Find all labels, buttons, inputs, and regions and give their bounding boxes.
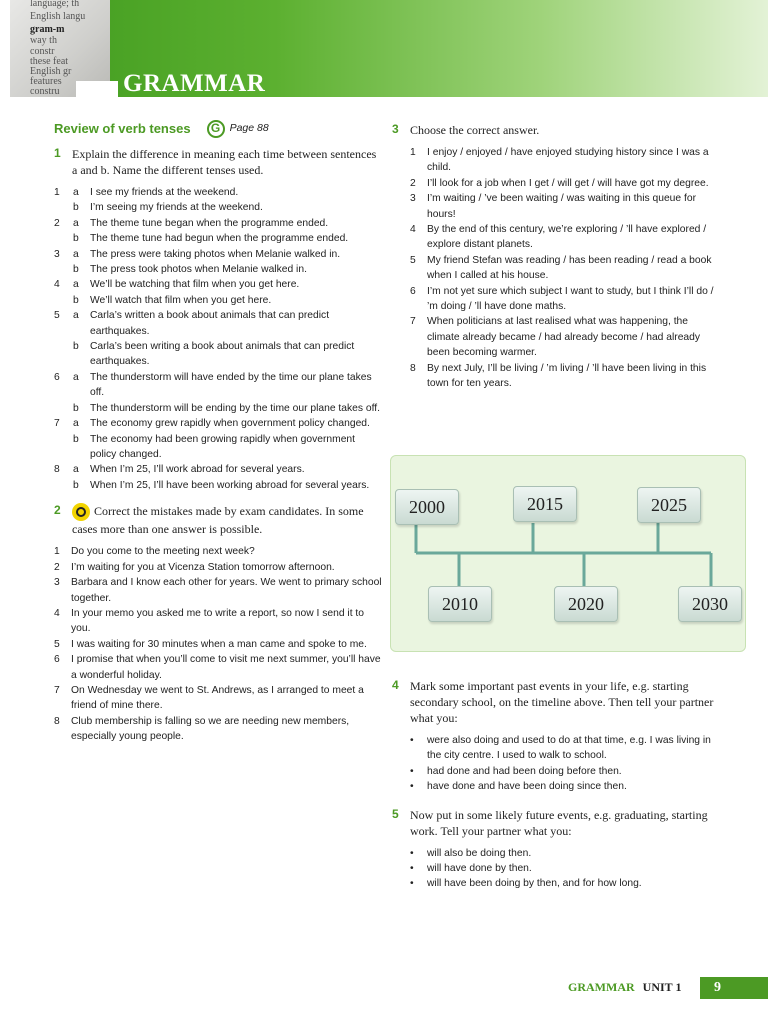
item-text: The theme tune had begun when the programme ended. xyxy=(90,233,349,245)
list-item xyxy=(54,544,384,559)
bullet-icon: • xyxy=(410,863,414,875)
item-number xyxy=(54,293,73,308)
list-item xyxy=(410,145,722,176)
item-number xyxy=(54,262,73,277)
item-text: We’ll be watching that film when you get here. xyxy=(90,279,300,291)
list-item xyxy=(410,284,722,315)
item-text: When politicians at last realised what was happening, the climate already became / had already become / had already been becoming warmer. xyxy=(427,316,701,359)
list-item xyxy=(410,176,722,191)
list-item xyxy=(54,462,384,477)
task-number: 2 xyxy=(54,503,61,518)
task-instruction: Choose the correct answer. xyxy=(410,123,540,137)
timeline-year: 2030 xyxy=(678,586,742,622)
item-text: When I’m 25, I’ll work abroad for several years. xyxy=(90,464,305,476)
list-item xyxy=(410,733,722,764)
left-column xyxy=(54,120,384,745)
item-letter: a xyxy=(73,310,79,322)
item-text: The economy grew rapidly when government policy changed. xyxy=(90,418,370,430)
list-item xyxy=(54,560,384,575)
timeline-year: 2000 xyxy=(395,489,459,525)
item-number: 3 xyxy=(410,193,416,205)
dictionary-line: these feat xyxy=(30,56,69,67)
item-text: will also be doing then. xyxy=(427,847,532,859)
item-letter: a xyxy=(73,279,79,291)
exam-tip-icon xyxy=(72,503,90,521)
item-number: 8 xyxy=(54,715,60,727)
list-item xyxy=(54,262,384,277)
list-item xyxy=(410,861,722,876)
item-text: The thunderstorm will be ending by the time our plane takes off. xyxy=(90,402,381,414)
item-number: 6 xyxy=(54,371,60,383)
dictionary-line: English langu xyxy=(30,11,86,22)
bullet-icon: • xyxy=(410,878,414,890)
item-number: 5 xyxy=(54,310,60,322)
item-text: have done and have been doing since then. xyxy=(427,781,627,793)
task-number: 1 xyxy=(54,146,61,160)
item-number xyxy=(54,231,73,246)
item-letter: a xyxy=(73,217,79,229)
list-item xyxy=(54,714,384,745)
task-instruction: Mark some important past events in your life, e.g. starting secondary school, on the timeline above. Then tell your partner what you: xyxy=(410,679,714,725)
item-text: had done and had been doing before then. xyxy=(427,765,622,777)
item-text: By next July, I’ll be living / ’m living / ’ll have been living in this town for ten years. xyxy=(427,362,707,390)
header-banner xyxy=(10,0,768,97)
task-instruction: Explain the difference in meaning each time between sentences a and b. Name the different tenses used. xyxy=(72,147,377,177)
task-number: 3 xyxy=(392,122,399,136)
list-item xyxy=(410,191,722,222)
task-1-list xyxy=(54,185,384,493)
list-item xyxy=(410,253,722,284)
section-title-text: Review of verb tenses xyxy=(54,121,191,137)
item-text: Club membership is falling so we are needing new members, especially young people. xyxy=(71,715,350,743)
item-letter: b xyxy=(73,479,79,491)
bullet-icon: • xyxy=(410,765,414,777)
list-item xyxy=(410,779,722,794)
list-item xyxy=(54,293,384,308)
list-item xyxy=(54,370,384,401)
list-item xyxy=(410,361,722,392)
task-4 xyxy=(392,678,722,726)
task-instruction-text: Correct the mistakes made by exam candidates. In some cases more than one answer is possible. xyxy=(72,504,364,537)
item-number: 5 xyxy=(410,254,416,266)
dictionary-line: way th xyxy=(30,35,57,46)
timeline-year: 2015 xyxy=(513,486,577,522)
item-text: When I’m 25, I’ll have been working abroad for several years. xyxy=(90,479,370,491)
item-number: 3 xyxy=(54,248,60,260)
item-number xyxy=(54,432,73,463)
item-number: 7 xyxy=(410,316,416,328)
item-text: The press took photos when Melanie walked in. xyxy=(90,264,307,276)
footer-section: GRAMMAR xyxy=(568,980,635,994)
item-text: Barbara and I know each other for years. We went to primary school together. xyxy=(71,577,382,604)
item-number: 7 xyxy=(54,685,60,697)
list-item xyxy=(54,637,384,652)
item-letter: a xyxy=(73,187,79,198)
list-item xyxy=(54,339,384,370)
item-text: The theme tune began when the programme ended. xyxy=(90,217,329,229)
dictionary-line: features xyxy=(30,76,62,87)
item-number: 4 xyxy=(54,279,60,291)
item-text: I’m seeing my friends at the weekend. xyxy=(90,202,263,214)
item-text: The press were taking photos when Melanie walked in. xyxy=(90,248,341,260)
list-item xyxy=(54,478,384,493)
item-number: 2 xyxy=(54,561,60,573)
bullet-icon: • xyxy=(410,781,414,793)
list-item xyxy=(54,231,384,246)
item-number: 4 xyxy=(410,224,416,236)
item-letter: b xyxy=(73,233,79,245)
item-letter: b xyxy=(73,264,79,276)
item-text: We’ll watch that film when you get here. xyxy=(90,294,272,306)
item-number: 5 xyxy=(54,638,60,650)
item-number xyxy=(54,339,73,370)
list-item xyxy=(54,247,384,262)
item-text: My friend Stefan was reading / has been reading / read a book when I called at his house. xyxy=(427,254,712,282)
item-text: In your memo you asked me to write a report, so now I send it to you. xyxy=(71,608,365,635)
item-letter: a xyxy=(73,371,79,383)
item-text: The thunderstorm will have ended by the time our plane takes off. xyxy=(90,371,372,399)
right-column-lower xyxy=(392,678,722,892)
item-text: I’m not yet sure which subject I want to study, but I think I’ll do / ’m doing / ’ll have done maths. xyxy=(427,285,714,313)
page-title: GRAMMAR xyxy=(123,70,266,97)
task-4-list xyxy=(392,733,722,795)
item-number: 2 xyxy=(410,177,416,189)
list-item xyxy=(54,216,384,231)
task-2 xyxy=(54,503,384,537)
footer-unit: UNIT 1 xyxy=(642,980,682,994)
item-text: I’ll look for a job when I get / will get / will have got my degree. xyxy=(427,177,709,189)
item-number xyxy=(54,401,73,416)
task-5 xyxy=(392,807,722,839)
dictionary-line: gram-m xyxy=(30,24,65,35)
item-number: 4 xyxy=(54,608,60,619)
timeline-year: 2010 xyxy=(428,586,492,622)
item-number: 7 xyxy=(54,418,60,430)
page-number: 9 xyxy=(700,977,768,999)
task-3-list xyxy=(392,145,722,392)
page-footer xyxy=(568,980,681,995)
section-title xyxy=(54,120,384,138)
task-number: 5 xyxy=(392,806,399,821)
bullet-icon: • xyxy=(410,847,414,859)
bullet-icon: • xyxy=(410,735,414,746)
item-letter: a xyxy=(73,248,79,260)
item-text: I’m waiting / ’ve been waiting / was waiting in this queue for hours! xyxy=(427,193,697,220)
item-number: 8 xyxy=(410,362,416,374)
item-text: were also doing and used to do at that time, e.g. I was living in the city centre. I used to walk to school. xyxy=(427,735,711,762)
task-instruction xyxy=(72,503,384,537)
item-text: I was waiting for 30 minutes when a man came and spoke to me. xyxy=(71,638,367,650)
item-text: I see my friends at the weekend. xyxy=(90,187,239,198)
list-item xyxy=(54,416,384,431)
item-text: I promise that when you’ll come to visit me next summer, you’ll have a wonderful holiday. xyxy=(71,654,381,681)
list-item xyxy=(410,846,722,861)
item-number: 1 xyxy=(54,187,60,198)
list-item xyxy=(410,314,722,360)
item-number xyxy=(54,200,73,215)
list-item xyxy=(410,876,722,891)
dictionary-line: constru xyxy=(30,86,60,97)
grammar-reference-icon: G xyxy=(207,120,225,138)
item-number: 3 xyxy=(54,577,60,589)
list-item xyxy=(54,652,384,683)
item-letter: b xyxy=(73,433,79,445)
dictionary-line: constr xyxy=(30,46,55,57)
list-item xyxy=(54,401,384,416)
item-number xyxy=(54,478,73,493)
page-reference: Page 88 xyxy=(229,122,269,135)
item-number: 2 xyxy=(54,217,60,229)
dictionary-line: language; th xyxy=(30,0,80,9)
banner-accent-bar xyxy=(76,81,118,97)
item-number: 1 xyxy=(54,546,60,558)
item-letter: b xyxy=(73,341,79,353)
item-text: The economy had been growing rapidly when government policy changed. xyxy=(90,433,356,460)
timeline-year: 2020 xyxy=(554,586,618,622)
dictionary-line: English gr xyxy=(30,66,72,77)
item-text: will have been doing by then, and for how long. xyxy=(427,878,642,890)
item-number: 6 xyxy=(54,654,60,666)
item-letter: b xyxy=(73,202,79,214)
item-text: By the end of this century, we’re exploring / ’ll have explored / explore distant planets. xyxy=(427,224,707,251)
list-item xyxy=(54,606,384,637)
list-item xyxy=(54,277,384,292)
list-item xyxy=(54,575,384,606)
task-instruction: Now put in some likely future events, e.g. graduating, starting work. Tell your partner what you: xyxy=(410,807,708,838)
task-5-list xyxy=(392,846,722,892)
right-column xyxy=(392,120,722,392)
item-text: Carla’s written a book about animals that can predict earthquakes. xyxy=(90,310,330,337)
item-text: I’m waiting for you at Vicenza Station tomorrow afternoon. xyxy=(71,561,335,573)
item-letter: b xyxy=(73,294,79,306)
item-number: 1 xyxy=(410,147,416,158)
item-text: On Wednesday we went to St. Andrews, as I arranged to meet a friend of mine there. xyxy=(71,685,364,712)
list-item xyxy=(54,308,384,339)
task-2-list xyxy=(54,544,384,744)
timeline-year: 2025 xyxy=(637,487,701,523)
task-number: 4 xyxy=(392,678,399,692)
item-text: I enjoy / enjoyed / have enjoyed studying history since I was a child. xyxy=(427,147,709,174)
item-text: Carla’s been writing a book about animals that can predict earthquakes. xyxy=(90,341,355,368)
item-text: will have done by then. xyxy=(427,863,532,875)
item-number: 8 xyxy=(54,464,60,476)
list-item xyxy=(54,683,384,714)
task-3 xyxy=(392,122,722,138)
timeline xyxy=(390,455,746,652)
item-letter: a xyxy=(73,418,79,430)
item-letter: b xyxy=(73,402,79,414)
item-number: 6 xyxy=(410,285,416,297)
item-text: Do you come to the meeting next week? xyxy=(71,546,255,558)
list-item xyxy=(410,764,722,779)
item-letter: a xyxy=(73,464,79,476)
task-1 xyxy=(54,146,384,178)
list-item xyxy=(54,432,384,463)
list-item xyxy=(54,200,384,215)
list-item xyxy=(54,185,384,200)
list-item xyxy=(410,222,722,253)
